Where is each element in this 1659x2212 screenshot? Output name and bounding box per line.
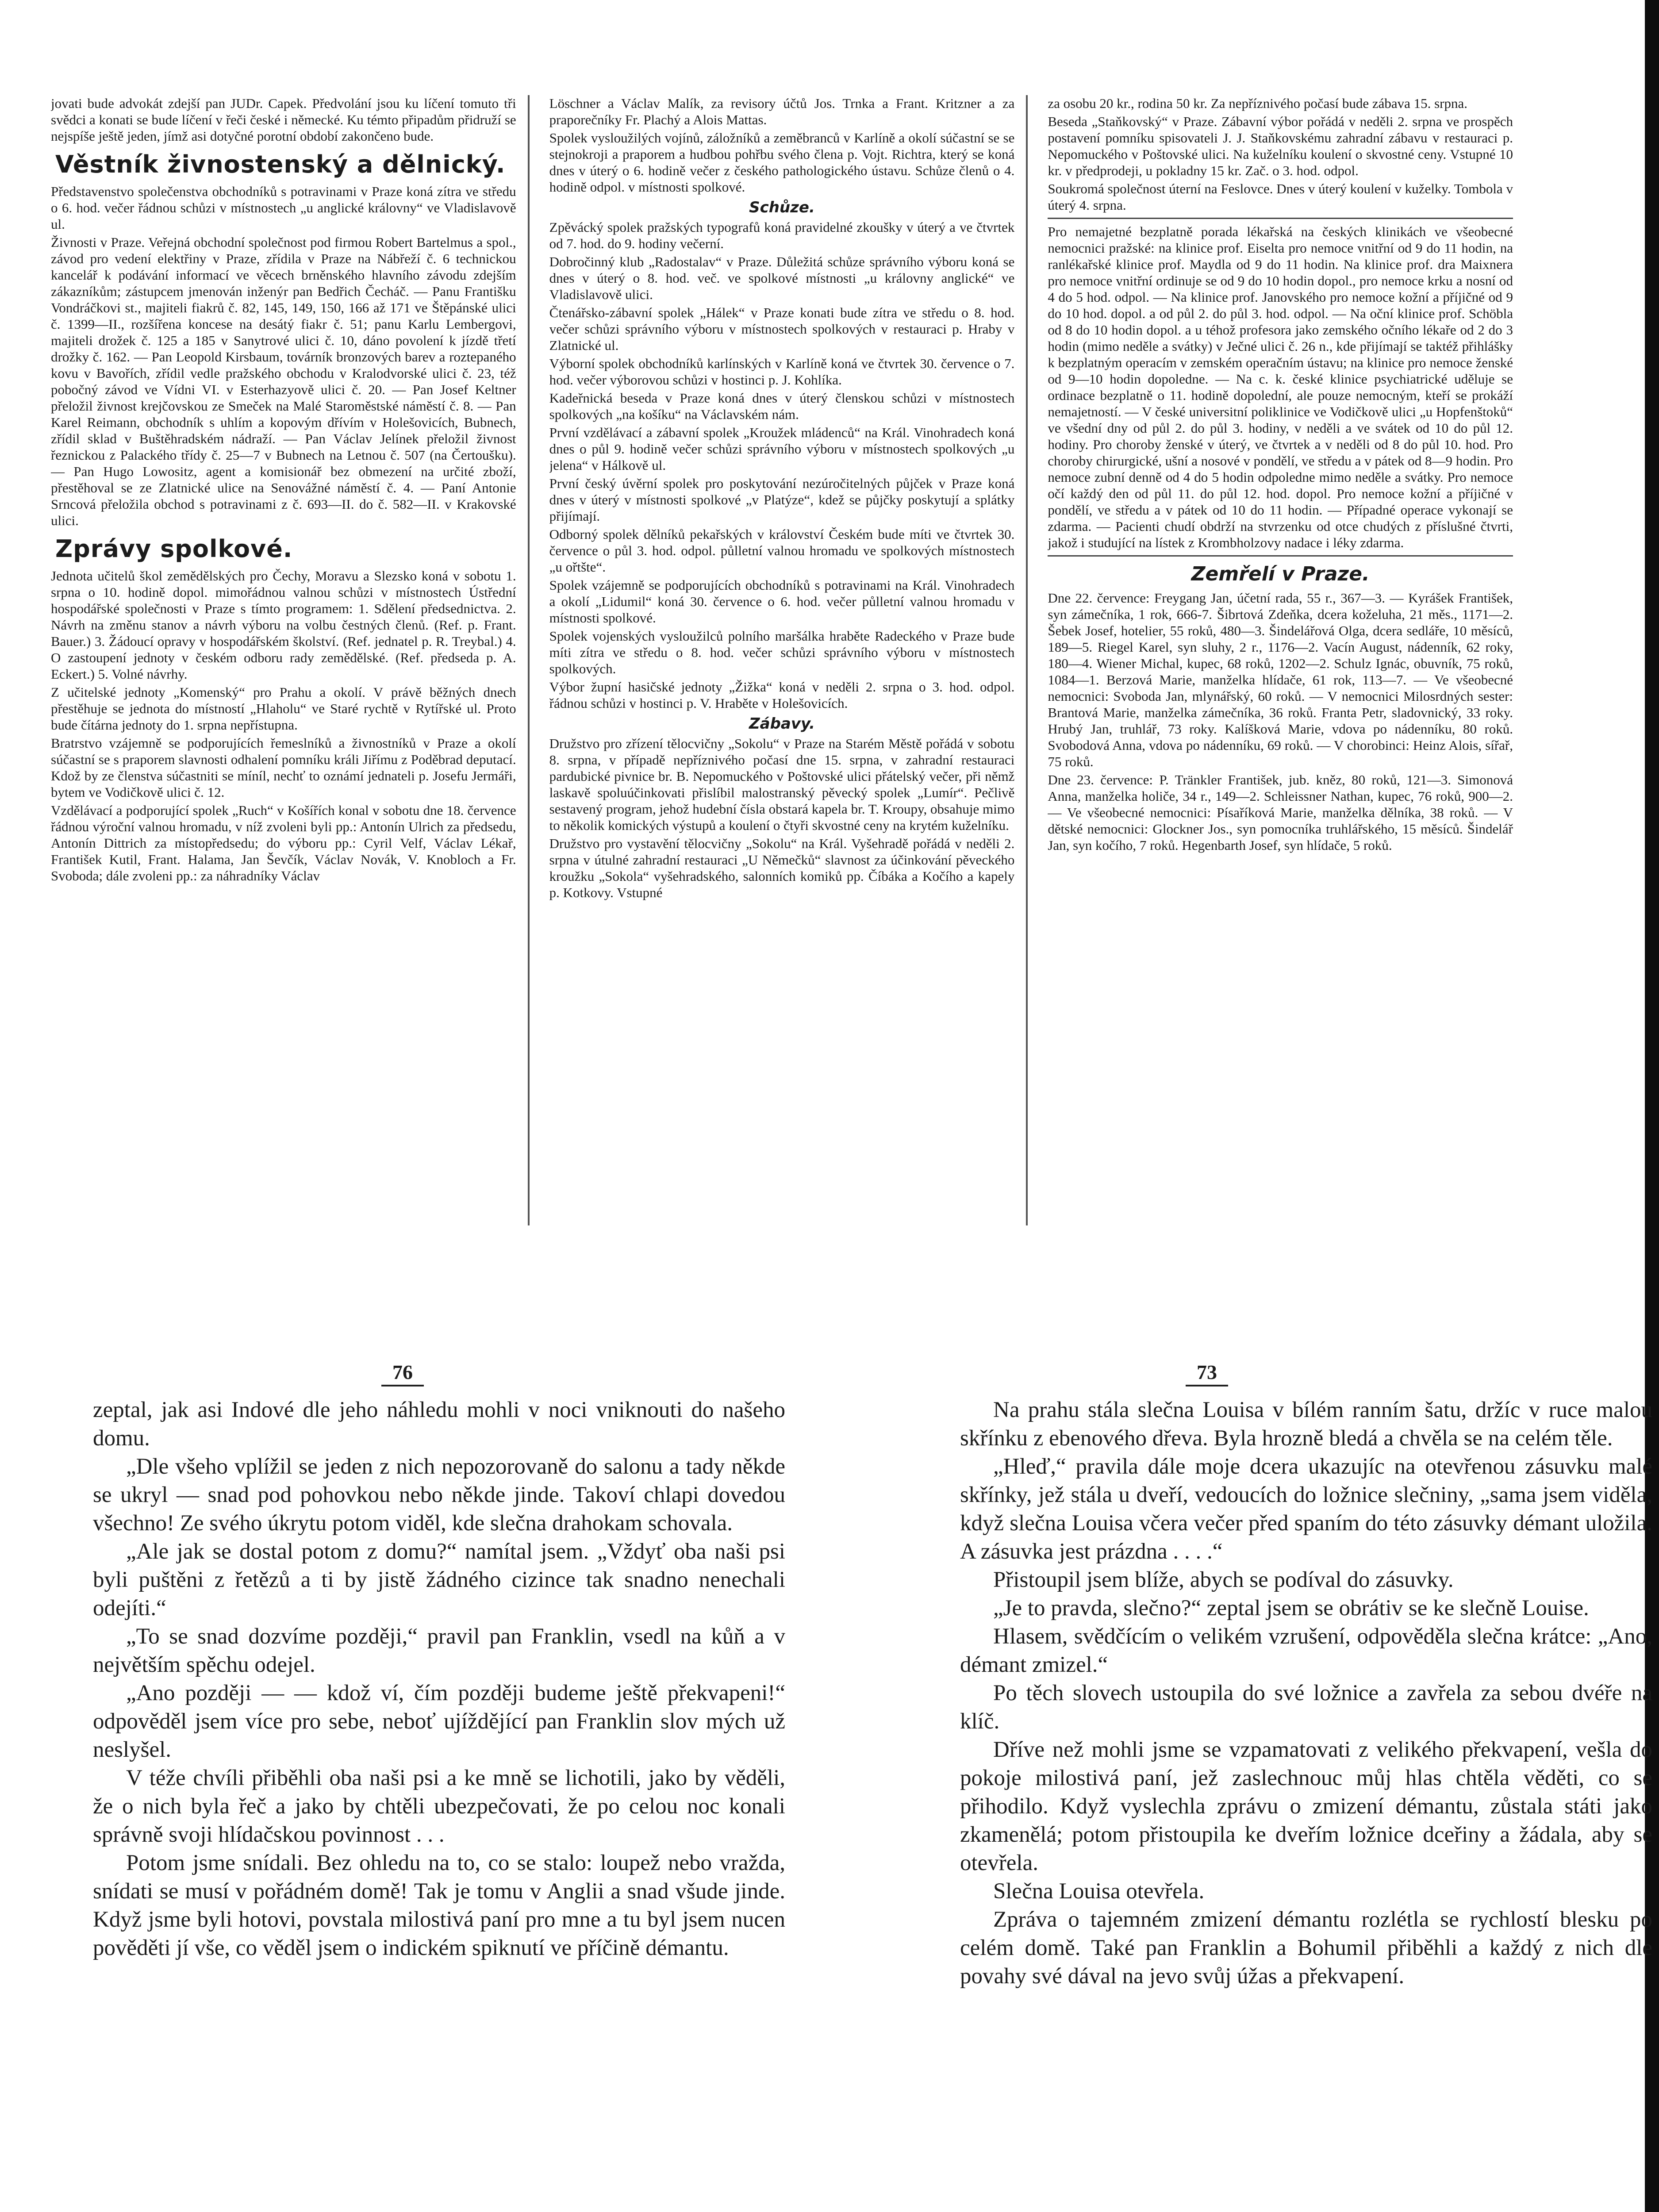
novel-paragraph: Potom jsme snídali. Bez ohledu na to, co se stalo: loupež nebo vražda, snídati se musí v pořádném domě! Tak je tomu v Anglii a snad všude jinde. Když jsme byli hotovi, povstala milostivá paní pro mne a tu byl jsem nucen pověděti jí vše, co věděl jsem o indickém spiknutí ve příčině démantu.: [93, 1851, 785, 1960]
news-paragraph: Čtenářsko-zábavní spolek „Hálek“ v Praze konati bude zítra ve středu o 8. hod. večer schůzi správního výboru v místnostech spolkových v restauraci p. Hraby v Zlatnické ul.: [549, 305, 1015, 353]
news-paragraph: Jednota učitelů škol zemědělských pro Čechy, Moravu a Slezsko koná v sobotu 1. srpna o 10. hodině dopol. mimořádnou valnou schůzi v místnostech Ústřední hospodářské společnosti v Praze s tímto programem: 1. Sdělení předsednictva. 2. Návrh na změnu stanov a návrh výboru na volbu čestných členů. (Ref. p. Frant. Bauer.) 3. Žádoucí opravy v hospodářském školství. (Ref. jednatel p. R. Treybal.) 4. O zastoupení jednoty v českém odboru rady zemědělské. (Ref. předseda p. A. Eckert.) 5. Volné návrhy.: [51, 568, 516, 682]
novel-paragraph: „Ale jak se dostal potom z domu?“ namítal jsem. „Vždyť oba naši psi byli puštěni z řetězů a ti by jistě žádného cizince tak snadno nenechali odejíti.“: [93, 1539, 785, 1621]
novel-paragraph: Slečna Louisa otevřela.: [993, 1879, 1205, 1904]
news-paragraph: Beseda „Staňkovský“ v Praze. Zábavní výbor pořádá v neděli 2. srpna ve prospěch postavení pomníku spisovateli J. J. Staňkovskému zahradní zábavu v restauraci p. Nepomuckého v Poštovské ulici. Na kuželníku koulení o skvostné ceny. Vstupné 10 kr. v předprodeji, u pokladny 15 kr. Zač. o 3. hod. odpol.: [1048, 114, 1513, 178]
news-paragraph: První český úvěrní spolek pro poskytování nezúročitelných půjček v Praze koná dnes v úterý v místnosti spolkové „v Platýze“, kdež se půjčky poskytují a splátky přijímají.: [549, 476, 1015, 524]
section-heading: Zprávy spolkové.: [55, 535, 293, 563]
page-number-text: 73: [1186, 1360, 1228, 1386]
news-paragraph: Živnosti v Praze. Veřejná obchodní společnost pod firmou Robert Bartelmus a spol., závod pro vedení elektřiny v Praze, zřídila v Praze na Nábřeží č. 6 technickou kancelář k podávání informací ve věcech brněnského hlavního závodu zdejším zákazníkům; zástupcem jmenován inženýr pan Bedřich Čecháč. — Panu Františku Vondráčkovi st., majiteli fiakrů č. 82, 145, 149, 150, 166 až 171 ve Štěpánské ulici č. 1399—II., rozšířena koncese na desátý fiakr č. 51; panu Karlu Lembergovi, majiteli drožek č. 125 a 185 v Sanytrové ulici č. 10, dáno povolení k jízdě třetí drožky č. 162. — Pan Leopold Kirsbaum, továrník bronzových barev a roztepaného kovu v Bavořích, zřídil vedle pražského obchodu v Kralodvorské ulici č. 23, též pobočný závod ve Vídni VI. v Esterhazyově ulici č. 20. — Pan Josef Keltner přeložil živnost krejčovskou ze Smeček na Malé Staroměstské náměstí č. 8. — Pan Karel Reimann, obchodník s uhlím a kopovým dřívím v Holešovicích, Bubnech, zřídil sklad v Buštěhradském nádraží. — Pan Václav Jelínek přeložil živnost řeznickou z Palackého třídy č. 25—7 v Bubnech na Letnou č. 507 (na Čertoušku). — Pan Hugo Lowositz, agent a komisionář bez obmezení na určité zboží, přestěhoval se ze Zlatnické ulice na Senovážné náměstí č. 4. — Paní Antonie Srncová přeložila obchod s potravinami z č. 693—II. do č. 582—II. v Krakovské ulici.: [51, 234, 516, 528]
novel-paragraph: Zpráva o tajemném zmizení démantu rozlétla se rychlostí blesku po celém domě. Také pan Franklin a Bohumil přiběhli a každý z nich dle povahy své dával na jevo svůj úžas a překvapení.: [960, 1907, 1652, 1989]
novel-paragraph: „Hleď,“ pravila dále moje dcera ukazujíc na otevřenou zásuvku malé skřínky, jež stála u dveří, vedoucích do ložnice slečniny, „sama jsem viděla, když slečna Louisa včera večer před spaním do této zásuvky démant uložila. A zásuvka jest prázdna . . . .“: [960, 1454, 1652, 1564]
page-number-text: 76: [381, 1360, 424, 1386]
novel-paragraph: „To se snad dozvíme později,“ pravil pan Franklin, vsedl na kůň a v největším spěchu odejel.: [93, 1624, 785, 1677]
news-paragraph: Spolek vojenských vysloužilců polního maršálka hraběte Radeckého v Praze bude míti zítra ve středu o 8. hod. večer schůzi správního výboru v místnostech spolkových.: [549, 628, 1015, 676]
novel-paragraph: Na prahu stála slečna Louisa v bílém ranním šatu, držíc v ruce malou skřínku z ebenového dřeva. Byla hrozně bledá a chvěla se na celém těle.: [960, 1398, 1652, 1451]
news-paragraph: Představenstvo společenstva obchodníků s potravinami v Praze koná zítra ve středu o 6. hod. večer řádnou schůzi v místnostech „u anglické královny“ ve Vladislavově ul.: [51, 184, 516, 232]
novel-paragraph: Po těch slovech ustoupila do své ložnice a zavřela za sebou dvéře na klíč.: [960, 1681, 1652, 1734]
news-paragraph: Výborní spolek obchodníků karlínských v Karlíně koná ve čtvrtek 30. července o 7. hod. večer výborovou schůzi v hostinci p. J. Kohlíka.: [549, 356, 1015, 388]
news-paragraph: První vzdělávací a zábavní spolek „Kroužek mládenců“ na Král. Vinohradech koná dnes o půl 9. hodině večer schůzi správního výboru v místnostech spolkových „u jelena“ v Hálkově ul.: [549, 425, 1015, 473]
novel-paragraph: Dříve než mohli jsme se vzpamatovati z velikého překvapení, vešla do pokoje milostivá paní, jež zaslechnouc můj hlas chtěla věděti, co se přihodilo. Když vyslechla zprávu o zmizení démantu, zůstala státi jako zkamenělá; potom přistoupila ke dveřím ložnice dceřiny a žádala, aby se otevřela.: [960, 1737, 1652, 1875]
news-paragraph: Spolek vzájemně se podporujících obchodníků s potravinami na Král. Vinohradech a okolí „Lidumil“ koná 30. července o 6. hod. večer půlletní valnou hromadu v místnosti spolkové.: [549, 577, 1015, 626]
news-column-1: [51, 95, 530, 1225]
divider: [1048, 555, 1513, 557]
news-paragraph: Bratrstvo vzájemně se podporujících řemeslníků a živnostníků v Praze a okolí súčastní se s praporem slavnosti odhalení pomníku králi Jiřímu z Poděbrad deputací. Kdož by ze členstva súčastniti se míníl, nechť to oznámí jednateli p. Josefu Jermáři, bytem ve Vodičkově ulici č. 12.: [51, 735, 516, 800]
subsection-heading: Schůze.: [749, 199, 815, 216]
news-paragraph: Pro nemajetné bezplatně porada lékařská na českých klinikách ve všeobecné nemocnici pražské: na klinice prof. Eiselta pro nemoce vnitřní od 9 do 11 hodin, na ranlékařské klinice prof. Maydla od 9 do 11 hodin. Na klinice prof. dra Maixnera pro nemoce vnitřní ordinuje se od 9 do 10 hodin dopol., pro nemoce krku a nosní od 4 do 5 hod. odpol. — Na klinice prof. Janovského pro nemoce kožní a příjičné od 9 do 10 hod. dopol. a od půl 2. do půl 3. hod. odpol. — Na oční klinice prof. Schöbla od 8 do 10 hodin dopol. a u téhož profesora jako zemského očního lékaře od 2 do 3 hodin (mimo neděle a svátky) v Ječné ulici č. 26 n., kde přijímají se taktéž přihlášky k bezplatným operacím v zemském operačním ústavu; na klinice pro nemoce ženské od 9—10 hodin dopoledne. — Na c. k. české klinice psychiatrické uděluje se ordinace bezplatně o 11. hodině dopolední, ale pouze nemocným, kteří se prokáží nemajetností. — V české universitní poliklinice ve Vodičkově ulici „u Hopfenštoků“ ve všední dny od půl 2. do půl 3. hodiny, v neděli a ve svátek od 10 do půl 12. hodiny. Pro choroby ženské v úterý, ve čtvrtek a v neděli od 8 do půl 10. hod. Pro choroby chirurgické, ušní a nosové v pondělí, ve středu a v pátek od 8—9 hodin. Pro nemoce zubní denně od 4 do 5 hodin odpoledne mimo neděle a svátky. Pro nemoce očí každý den od půl 11. do půl 12. hod. dopol. Pro nemoce kožní a příjičné v pondělí, ve středu a v pátek od 10 do 11 hodin. — Případné operace vykonají se zdarma. — Pacienti chudí obdrží na stvrzenku od otce chudých z příslušné čtvrti, jakož i studující na lístek z Krombholzovy nadace i léky zdarma.: [1048, 224, 1513, 550]
news-paragraph: jovati bude advokát zdejší pan JUDr. Capek. Předvolání jsou ku líčení tomuto tři svědci a konati se bude líčení v řeči české i německé. Ku témto připadům přidruží se nejspíše ještě jeden, jímž asi dotyčné porotní období zakončeno bude.: [51, 96, 516, 144]
novel-paragraph: Hlasem, svědčícím o velikém vzrušení, odpověděla slečna krátce: „Ano, démant zmizel.“: [960, 1624, 1652, 1677]
left-page-number: [376, 1360, 429, 1386]
news-paragraph: Výbor župní hasičské jednoty „Žižka“ koná v neděli 2. srpna o 3. hod. odpol. řádnou schůzi v hostinci p. V. Hraběte v Holešovicích.: [549, 679, 1015, 711]
right-page-number: [1180, 1360, 1233, 1386]
news-paragraph: Dne 22. července: Freygang Jan, účetní rada, 55 r., 367—3. — Kyrášek František, syn zámečníka, 1 rok, 666-7. Šibrtová Zdeňka, dcera koželuha, 21 měs., 1171—2. Šebek Josef, hotelier, 55 roků, 480—3. Šindelářová Olga, dcera sedláře, 10 měsíců, 189—5. Riegel Karel, syn sluhy, 2 r., 1176—2. Vacín August, nádenník, 62 roky, 180—4. Wiener Michal, kupec, 68 roků, 1202—2. Schulz Ignác, obuvník, 75 roků, 1084—1. Berzová Marie, manželka hlídače, 61 rok, 113—7. — Ve všeobecné nemocnici: Svoboda Jan, mlynářský, 60 roků. — V nemocnici Milosrdných sester: Brantová Marie, manželka zámečníka, 36 roků. Franta Petr, sladovnický, 33 roky. Hrubý Jan, truhlář, 73 roky. Kalíšková Marie, vdova po nádenníku, 80 roků. Svobodová Anna, vdova po nádenníku, 69 roků. — V chorobinci: Heinz Alois, sířař, 75 roků.: [1048, 590, 1513, 769]
news-paragraph: Spolek vysloužilých vojínů, záložníků a zeměbranců v Karlíně a okolí súčastní se se stejnokroji a praporem a hudbou pohřbu svého člena p. Vojt. Richtra, který se koná dnes v úterý o 6. hodině večer z českého pathologického ústavu. Schůze členů o 4. hodině odpol. v místnosti spolkové.: [549, 130, 1015, 195]
news-paragraph: Vzdělávací a podporující spolek „Ruch“ v Košířích konal v sobotu dne 18. července řádnou výroční valnou hromadu, v níž zvoleni byli pp.: Antonín Ulrich za předsedu, Antonín Dittrich za místopředsedu; do výboru pp.: Cyril Velf, Václav Lékař, František Kutil, Frant. Halama, Jan Ševčík, Václav Novák, V. Knobloch a Fr. Svoboda; dále zvoleni pp.: za náhradníky Václav: [51, 803, 516, 883]
news-paragraph: Zpěvácký spolek pražských typografů koná pravidelné zkoušky v úterý a ve čtvrtek od 7. hod. do 9. hodiny večerní.: [549, 219, 1015, 251]
novel-paragraph: „Ano později — — kdož ví, čím později budeme ještě překvapeni!“ odpověděl jsem více pro sebe, neboť ujíždějící pan Franklin slov mých už neslyšel.: [93, 1681, 785, 1762]
novel-paragraph: zeptal, jak asi Indové dle jeho náhledu mohli v noci vniknouti do našeho domu.: [93, 1398, 785, 1451]
news-paragraph: Družstvo pro zřízení tělocvičny „Sokolu“ v Praze na Starém Městě pořádá v sobotu 8. srpna, v případě nepříznivého počasí dne 15. srpna, v zahradní restauraci pardubické pivnice br. B. Nepomuckého v Poštovské ulici přátelský večer, při němž laskavě spoluúčinkovati přislíbil malostranský pěvecký spolek „Lumír“. Pečlivě sestavený program, jehož hudební čísla obstará kapela br. T. Kroupy, obsahuje mimo to několik komických výstupů a koulení o čtyři skvostné ceny na krytém kuželníku.: [549, 736, 1015, 833]
news-column-3: [1048, 95, 1513, 1225]
news-paragraph: Löschner a Václav Malík, za revisory účtů Jos. Trnka a Frant. Kritzner a za praporečníky Fr. Plachý a Alois Mattas.: [549, 96, 1015, 127]
novel-paragraph: „Dle všeho vplížil se jeden z nich nepozorovaně do salonu a tady někde se ukryl — snad pod pohovkou nebo někde jinde. Takoví chlapi dovedou všechno! Ze svého úkrytu potom viděl, kde slečna drahokam schovala.: [93, 1454, 785, 1536]
news-paragraph: Soukromá společnost úterní na Feslovce. Dnes v úterý koulení v kuželky. Tombola v úterý 4. srpna.: [1048, 181, 1513, 213]
news-paragraph: Družstvo pro vystavění tělocvičny „Sokolu“ na Král. Vyšehradě pořádá v neděli 2. srpna v útulné zahradní restauraci „U Němečků“ slavnost za účinkování pěveckého kroužku „Sokola“ vyšehradského, salonních komiků pp. Číbáka a Kočího a kapely p. Kotkovy. Vstupné: [549, 836, 1015, 900]
subsection-heading: Zábavy.: [749, 715, 815, 733]
news-column-2: [549, 95, 1028, 1225]
news-paragraph: Kadeřnická beseda v Praze koná dnes v úterý členskou schůzi v místnostech spolkových „na košíku“ na Václavském nám.: [549, 390, 1015, 422]
novel-paragraph: Přistoupil jsem blíže, abych se podíval do zásuvky.: [993, 1567, 1454, 1592]
novel-paragraph: „Je to pravda, slečno?“ zeptal jsem se obrátiv se ke slečně Louise.: [993, 1596, 1589, 1621]
news-paragraph: Z učitelské jednoty „Komenský“ pro Prahu a okolí. V právě běžných dnech přestěhuje se jednota do místností „Hlaholu“ ve Staré rychtě v Rytířské ul. Proto bude čítárna jednoty do 1. srpna nepřístupna.: [51, 684, 516, 733]
newspaper-section: [51, 95, 1513, 1225]
news-paragraph: Dobročinný klub „Radostalav“ v Praze. Důležitá schůze správního výboru koná se dnes v úterý o 8. hod. več. ve spolkové místnosti „u královny anglické“ ve Vladislavově ulici.: [549, 254, 1015, 302]
novel-page-right: [960, 1396, 1652, 2212]
section-heading: Věstník živnostenský a dělnický.: [55, 150, 506, 178]
novel-paragraph: V téže chvíli přiběhli oba naši psi a ke mně se lichotili, jako by věděli, že o nich byla řeč a jako by chtěli ubezpečovati, že po celou noc konali správně svoji hlídačskou povinnost . . .: [93, 1766, 785, 1847]
section-heading: Zemřelí v Praze.: [1191, 563, 1370, 585]
news-paragraph: Dne 23. července: P. Tränkler František, jub. kněz, 80 roků, 121—3. Simonová Anna, manželka holiče, 34 r., 149—2. Schleissner Nathan, kupec, 76 roků, 900—2. — Ve všeobecné nemocnici: Písaříková Marie, manželka dělníka, 38 roků. — V dětské nemocnici: Glockner Jos., syn pomocníka truhlářského, 15 měsíců. Šindelář Jan, syn kočího, 7 roků. Hegenbarth Josef, syn hlídače, 5 roků.: [1048, 772, 1513, 853]
divider: [1048, 218, 1513, 219]
news-paragraph: Odborný spolek dělníků pekařských v království Českém bude míti ve čtvrtek 30. července o půl 3. hod. odpol. půlletní valnou hromadu ve spolkových místnostech „u ořtšte“.: [549, 526, 1015, 575]
news-paragraph: za osobu 20 kr., rodina 50 kr. Za nepříznivého počasí bude zábava 15. srpna.: [1048, 96, 1468, 111]
novel-page-left: [93, 1396, 785, 2212]
